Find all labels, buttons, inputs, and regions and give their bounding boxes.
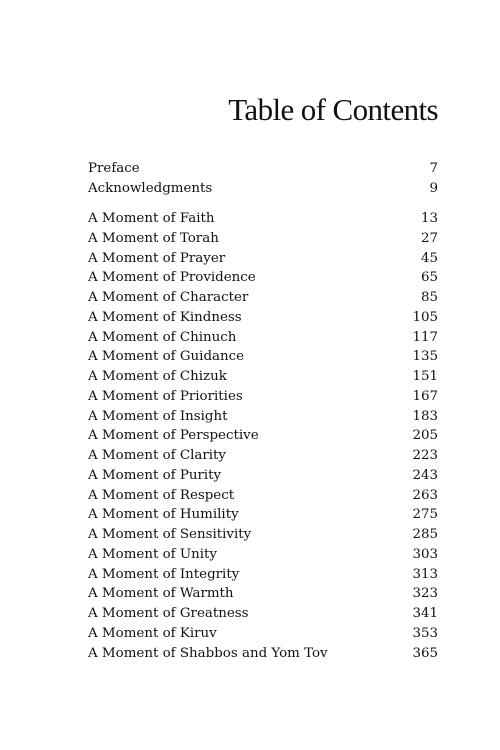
- toc-entry-title: A Moment of Chinuch: [88, 329, 237, 345]
- toc-entry-title: A Moment of Warmth: [88, 586, 234, 602]
- toc-entry: [88, 249, 438, 269]
- toc-entry: [88, 446, 438, 466]
- toc-entry: [88, 426, 438, 446]
- toc-entry-title: A Moment of Sensitivity: [88, 527, 252, 542]
- toc-entry-page-number: 151: [412, 369, 438, 384]
- toc-entry-page-number: 13: [420, 211, 438, 226]
- toc-entry-title: A Moment of Purity: [88, 467, 222, 483]
- toc-entry-title: A Moment of Prayer: [88, 250, 226, 266]
- toc-entry-page-number: 65: [420, 270, 438, 286]
- toc-entry-page-number: 323: [412, 586, 438, 602]
- toc-entry: [88, 604, 438, 624]
- toc-entry-title: A Moment of Shabbos and Yom Tov: [88, 645, 328, 661]
- toc-entry: [88, 466, 438, 486]
- toc-entry-page-number: 243: [412, 467, 438, 483]
- toc-entry-page-number: 117: [412, 329, 438, 345]
- toc-entry: [88, 159, 438, 179]
- toc-entry-page-number: 45: [420, 250, 438, 266]
- toc-entry-title: A Moment of Providence: [88, 270, 256, 286]
- toc-entry-title: A Moment of Guidance: [88, 349, 245, 365]
- toc-entry-page-number: 341: [412, 606, 438, 621]
- toc-entry-page-number: 9: [429, 180, 438, 196]
- toc-entry: [88, 505, 438, 525]
- toc-entry-title: A Moment of Humility: [88, 507, 239, 523]
- toc-entry: [88, 268, 438, 288]
- toc-entry-title: A Moment of Faith: [88, 211, 215, 226]
- toc-entry-title: A Moment of Respect: [88, 487, 235, 503]
- toc-entry-page-number: 205: [412, 428, 438, 444]
- toc-entry-title: A Moment of Torah: [88, 230, 219, 246]
- toc-entry-title: A Moment of Priorities: [88, 388, 243, 404]
- toc-entry-page-number: 313: [412, 566, 438, 582]
- front-matter-list: [88, 159, 438, 199]
- toc-entry-page-number: 365: [412, 645, 438, 661]
- toc-entry: [88, 407, 438, 427]
- toc-entry: [88, 367, 438, 387]
- toc-entry-page-number: 85: [420, 290, 438, 305]
- toc-entry-page-number: 7: [429, 161, 438, 176]
- toc-entry-title: A Moment of Chizuk: [88, 369, 227, 384]
- toc-entry-title: A Moment of Clarity: [88, 448, 226, 463]
- toc-entry: [88, 387, 438, 407]
- toc-entry: [88, 347, 438, 367]
- toc-entry-page-number: 27: [420, 230, 438, 246]
- toc-entry-page-number: 353: [412, 625, 438, 641]
- toc-entry: [88, 644, 438, 664]
- page-title: Table of Contents: [228, 92, 438, 127]
- toc-entry-title: A Moment of Perspective: [88, 428, 259, 444]
- toc-entry: [88, 624, 438, 644]
- toc-entry-title: Acknowledgments: [88, 180, 213, 196]
- toc-entry-title: Preface: [88, 161, 140, 176]
- toc-entry-title: A Moment of Insight: [88, 408, 228, 424]
- toc-entry-page-number: 105: [412, 309, 438, 325]
- toc-entry-title: A Moment of Character: [88, 290, 249, 305]
- toc-entry-page-number: 285: [412, 527, 438, 542]
- toc-entry: [88, 179, 438, 199]
- toc-entry: [88, 486, 438, 506]
- toc-entry-title: A Moment of Kiruv: [88, 625, 217, 641]
- toc-entry: [88, 209, 438, 229]
- toc-entry-page-number: 263: [412, 487, 438, 503]
- toc-entry: [88, 545, 438, 565]
- chapter-list: [88, 209, 438, 663]
- toc-entry: [88, 308, 438, 328]
- toc-entry-title: A Moment of Kindness: [88, 309, 242, 325]
- toc-entry-page-number: 183: [412, 408, 438, 424]
- toc-entry: [88, 229, 438, 249]
- toc-entry-title: A Moment of Greatness: [88, 606, 249, 621]
- toc-entry-page-number: 167: [412, 388, 438, 404]
- toc-entry: [88, 328, 438, 348]
- toc-entry-page-number: 223: [412, 448, 438, 463]
- toc-entry-page-number: 135: [412, 349, 438, 365]
- toc-entry: [88, 565, 438, 585]
- toc-entry: [88, 584, 438, 604]
- toc-entry: [88, 525, 438, 545]
- toc-entry-page-number: 303: [412, 546, 438, 562]
- toc-entry-page-number: 275: [412, 507, 438, 523]
- toc-entry: [88, 288, 438, 308]
- toc-entry-title: A Moment of Unity: [88, 546, 217, 562]
- toc-entry-title: A Moment of Integrity: [88, 566, 240, 582]
